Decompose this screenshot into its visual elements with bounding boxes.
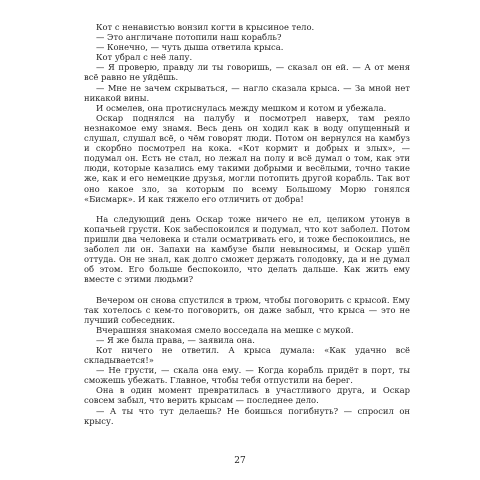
page-body	[84, 22, 410, 426]
paragraph: — Не грусти, — скала она ему. — Когда корабль придёт в порт, ты сможешь убежать. Главное, чтобы тебя отпустили на берег.	[84, 365, 410, 386]
paragraph: — Конечно, — чуть дыша ответила крыса.	[96, 42, 284, 53]
paragraph: — Мне не зачем скрываться, — нагло сказала крыса. — За мной нет никакой вины.	[84, 82, 410, 103]
paragraph: — Я же была права, — заявила она.	[96, 334, 255, 345]
paragraph: — А ты что тут делаешь? Не боишься погибнуть? — спросил он крысу.	[84, 405, 410, 426]
paragraph: Вечером он снова спустился в трюм, чтобы поговорить с крысой. Ему так хотелось с кем-то поговорить, он даже забыл, что крыса — это не лучший собеседник.	[84, 294, 410, 325]
paragraph: Кот с ненавистью вонзил когти в крысиное тело.	[96, 22, 315, 32]
paragraph: И осмелев, она протиснулась между мешком и котом и убежала.	[96, 102, 387, 113]
paragraph: Кот ничего не ответил. А крыса думала: «Как удачно всё складывается!»	[84, 345, 410, 366]
paragraph: Вчерашняя знакомая смело восседала на мешке с мукой.	[96, 324, 354, 335]
paragraph: Она в один момент превратилась в участливого друга, и Оскар совсем забыл, что верить крысам — последнее дело.	[84, 385, 410, 406]
paragraph: — Это англичане потопили наш корабль?	[96, 32, 282, 43]
paragraph-spacer	[84, 204, 410, 214]
paragraph-spacer	[84, 284, 410, 294]
paragraph: — Я проверю, правду ли ты говоришь, — сказал он ей. — А от меня всё равно не уйдёшь.	[84, 62, 410, 83]
page-number: 27	[234, 456, 246, 466]
paragraph: Оскар поднялся на палубу и посмотрел наверх, там реяло незнакомое ему знамя. Весь день он ходил как в воду опущенный и слушал, слушал всё, о чём говорят люди. Потом он вернулся на камбуз и скорбно посмотрел на кока. «Кот кормит и добрых и злых», — подумал он. Есть не стал, но лежал на полу и всё думал о том, как эти люди, которые казались ему такими добрыми и весёлыми, точно такие же, как и его немецкие друзья, могли потопить другой корабль. Так вот оно какое зло, за которым по всему Большому Морю гонялся «Бисмарк». И как тяжело его отличить от добра!	[84, 112, 410, 204]
paragraph: На следующий день Оскар тоже ничего не ел, целиком утонув в копачьей грусти. Кок забеспокоился и подумал, что кот заболел. Потом пришли два человека и стали осматривать его, и тоже беспокоились, не заболел ли он. Запахи на камбузе были невыносимы, и Оскар ушёл оттуда. Он не знал, как долго сможет держать голодовку, да и не думал об этом. Его больше беспокоило, что делать дальше. Как жить ему вместе с этими людьми?	[84, 213, 410, 285]
paragraph: Кот убрал с неё лапу.	[96, 52, 193, 63]
